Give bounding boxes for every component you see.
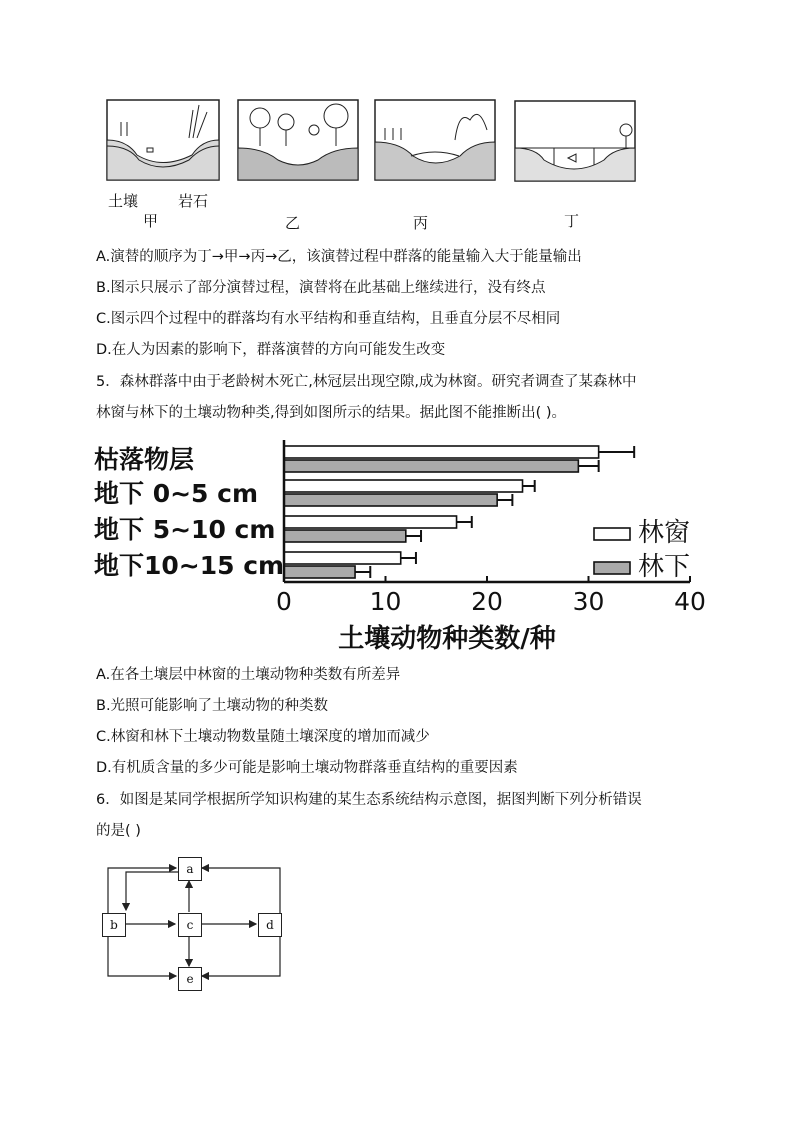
- q5-stem-line1: 5．森林群落中由于老龄树木死亡,林冠层出现空隙,成为林窗。研究者调查了某森林中: [96, 374, 637, 390]
- bar-0-0: [284, 446, 599, 458]
- succession-panels: [100, 96, 500, 226]
- q4-option-a: A.演替的顺序为丁→甲→丙→乙，该演替过程中群落的能量输入大于能量输出: [96, 249, 582, 265]
- panel-caption-ding: 丁: [564, 212, 580, 230]
- bar-1-3: [284, 566, 355, 578]
- bar-0-2: [284, 516, 457, 528]
- bar-1-0: [284, 460, 578, 472]
- q6-stem-line2: 的是( ): [96, 823, 141, 839]
- q6-stem-line1: 6．如图是某同学根据所学知识构建的某生态系统结构示意图，据图判断下列分析错误: [96, 792, 642, 808]
- panel-yi: [238, 100, 358, 180]
- panel-caption-bing: 丙: [413, 214, 429, 232]
- bar-1-2: [284, 530, 406, 542]
- legend-label-0: 林窗: [638, 518, 691, 548]
- panel-caption-yi: 乙: [285, 214, 301, 232]
- bar-0-1: [284, 480, 523, 492]
- node-c: c: [178, 913, 202, 937]
- panel-ding: [514, 100, 638, 184]
- ecosystem-diagram: [98, 852, 298, 997]
- x-tick-label-4: 40: [674, 587, 706, 616]
- panel-bing: [375, 100, 495, 180]
- node-a: a: [178, 857, 202, 881]
- category-label-1: 地下 0~5 cm: [94, 479, 259, 508]
- category-label-2: 地下 5~10 cm: [94, 515, 276, 544]
- x-tick-label-2: 20: [471, 587, 503, 616]
- node-e: e: [178, 967, 202, 991]
- node-b: b: [102, 913, 126, 937]
- q5-option-b: B.光照可能影响了土壤动物的种类数: [96, 698, 329, 714]
- bar-chart-svg: [94, 432, 710, 660]
- bar-chart: [94, 432, 710, 660]
- panel-ding-svg: [514, 100, 638, 184]
- label-rock: 岩石: [178, 192, 209, 210]
- q5-option-a: A.在各土壤层中林窗的土壤动物种类数有所差异: [96, 667, 401, 683]
- q4-option-b: B.图示只展示了部分演替过程，演替将在此基础上继续进行，没有终点: [96, 280, 546, 296]
- succession-figure: [100, 96, 500, 226]
- label-soil: 土壤: [108, 192, 139, 210]
- q5-option-c: C.林窗和林下土壤动物数量随土壤深度的增加而减少: [96, 729, 430, 745]
- panel-jia: [107, 100, 219, 180]
- x-tick-label-0: 0: [276, 587, 292, 616]
- x-tick-label-1: 10: [369, 587, 402, 616]
- panel-caption-jia: 甲: [143, 212, 159, 230]
- legend-swatch-1: [594, 562, 630, 574]
- q5-option-d: D.有机质含量的多少可能是影响土壤动物群落垂直结构的重要因素: [96, 760, 518, 776]
- category-label-3: 地下10~15 cm: [94, 551, 285, 580]
- q4-option-c: C.图示四个过程中的群落均有水平结构和垂直结构，且垂直分层不尽相同: [96, 311, 561, 327]
- q4-option-d: D.在人为因素的影响下，群落演替的方向可能发生改变: [96, 342, 446, 358]
- q5-stem-line2: 林窗与林下的土壤动物种类,得到如图所示的结果。据此图不能推断出( )。: [96, 405, 567, 421]
- legend-label-1: 林下: [638, 552, 691, 582]
- x-axis-label: 土壤动物种类数/种: [338, 624, 556, 654]
- category-label-0: 枯落物层: [94, 445, 195, 474]
- x-tick-label-3: 30: [572, 587, 605, 616]
- legend-swatch-0: [594, 528, 630, 540]
- node-d: d: [258, 913, 282, 937]
- bar-0-3: [284, 552, 401, 564]
- bar-1-1: [284, 494, 497, 506]
